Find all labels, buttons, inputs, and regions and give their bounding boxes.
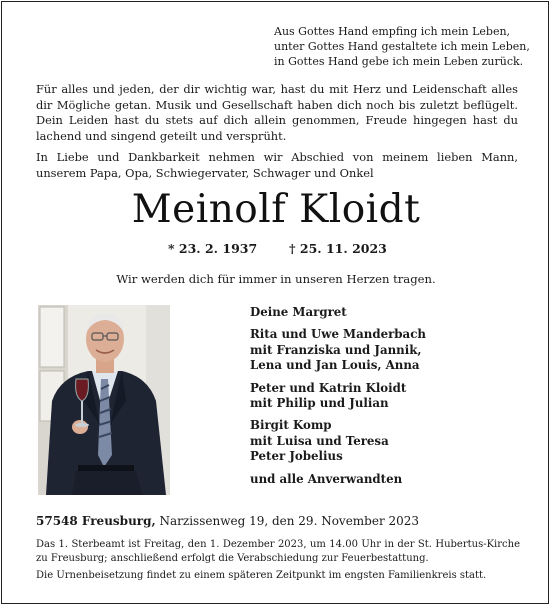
mourner-line: mit Franziska und Jannik, [250,342,422,357]
memorial-line: Wir werden dich für immer in unseren Herzen tragen. [116,272,436,286]
intro-paragraph: In Liebe und Dankbarkeit nehmen wir Abschied von meinem lieben Mann, unserem Papa, Opa, Schwiegervater, Schwager und Onkel [36,150,518,180]
mourner-line: und alle Anverwandten [250,471,403,486]
intro-paragraph: Für alles und jeden, der dir wichtig war, hast du mit Herz und Leidenschaft alles dir Mögliche getan. Musik und Gesellschaft haben dich noch bis zuletzt beflügelt. Dein Leiden hast du stets auf dich allein genommen, Freude hingegen hast du lachend und singend geteilt und versprüht. [36,82,518,143]
mourner-group [250,305,426,320]
deceased-name: Meinolf Kloidt [131,187,421,232]
mourner-line: Peter Jobelius [250,449,343,464]
mourner-group [250,472,426,487]
place-and-date [36,514,419,528]
notice-paragraph: Die Urnenbeisetzung findet zu einem späteren Zeitpunkt im engsten Familienkreis statt. [36,570,487,582]
birth-date: * 23. 2. 1937 [168,241,258,256]
intro-text [36,82,518,188]
service-notice [36,538,520,587]
mourner-line: Rita und Uwe Manderbach [250,327,426,342]
mourner-line: Lena und Jan Louis, Anna [250,358,420,373]
motto-verse [274,24,536,69]
mourner-line: Deine Margret [250,305,347,319]
mourner-line: Birgit Komp [250,418,332,433]
portrait-photo [38,305,170,495]
place-address-date: Narzissenweg 19, den 29. November 2023 [155,514,420,528]
mourners-list [250,305,426,494]
place-town: 57548 Freusburg, [36,514,156,528]
mourner-group [250,327,426,373]
portrait-illustration [38,305,170,495]
mourner-line: Peter und Katrin Kloidt [250,380,407,395]
motto-line: unter Gottes Hand gestaltete ich mein Leben, [274,40,530,53]
motto-line: Aus Gottes Hand empfing ich mein Leben, [274,25,511,38]
mourner-line: mit Luisa und Teresa [250,433,389,448]
mourner-line: mit Philip und Julian [250,396,389,411]
obituary-notice [1,1,549,604]
death-date: † 25. 11. 2023 [289,241,387,256]
mourner-group [250,381,426,412]
motto-line: in Gottes Hand gebe ich mein Leben zurück. [274,55,524,68]
mourner-group [250,418,426,464]
notice-paragraph: Das 1. Sterbeamt ist Freitag, den 1. Dezember 2023, um 14.00 Uhr in der St. Hubertus-Kirche zu Freusburg; anschließend erfolgt die Verabschiedung zur Feuerbestattung. [36,539,520,564]
